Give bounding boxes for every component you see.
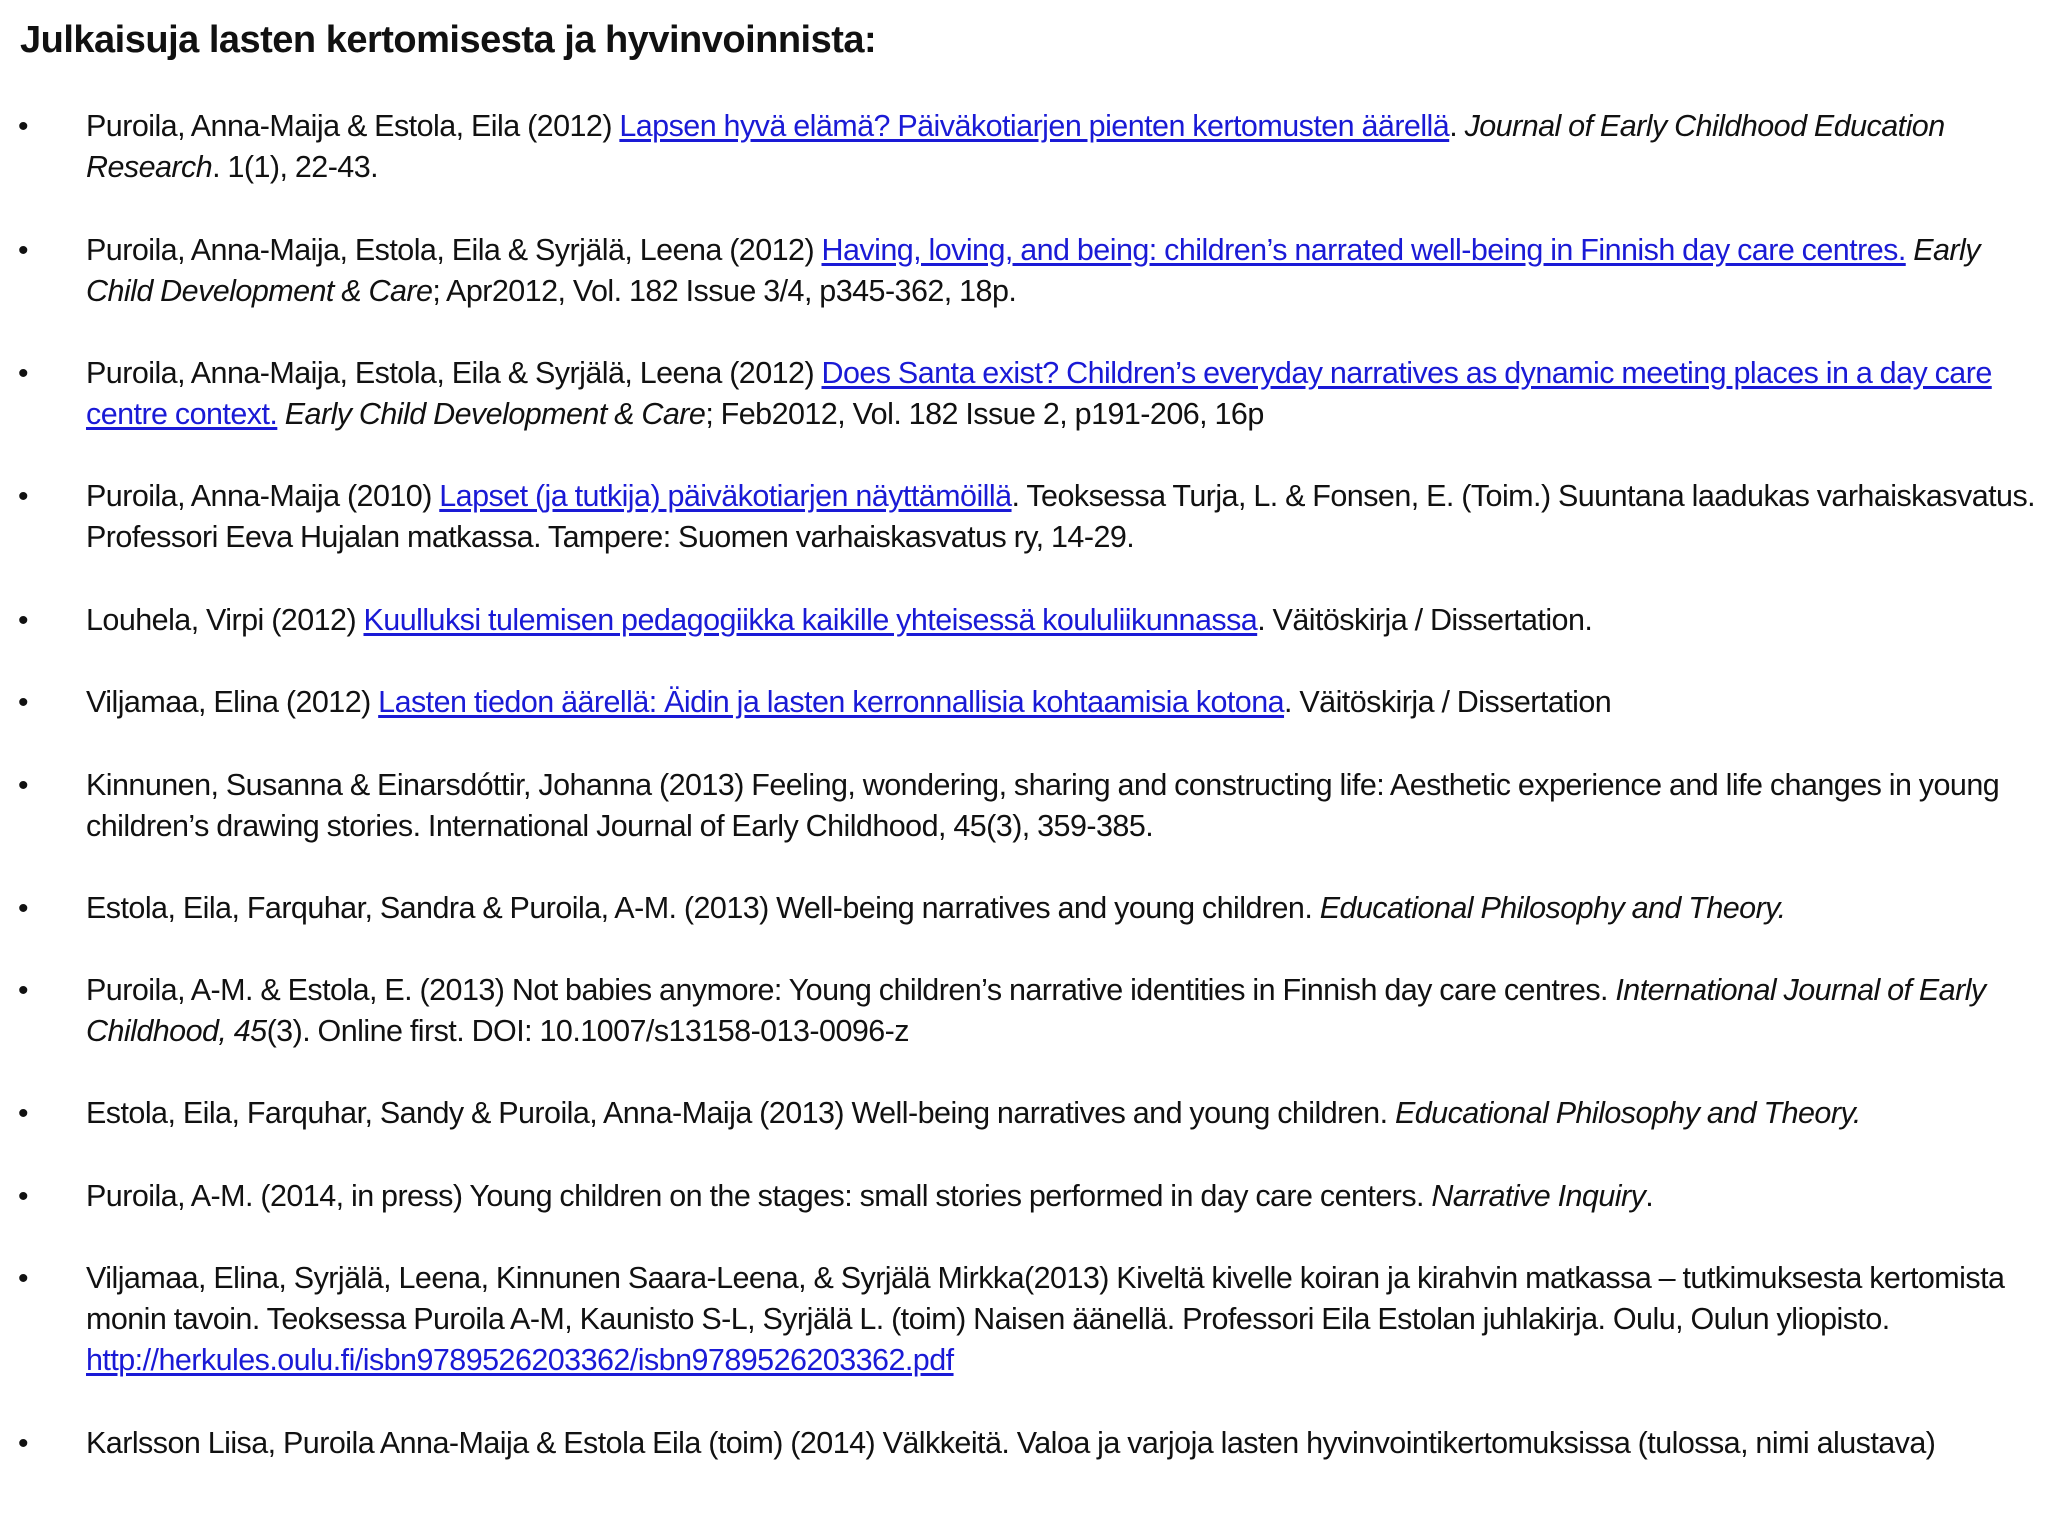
publication-source-title: Educational Philosophy and Theory.: [1394, 1096, 1861, 1130]
publication-text: ; Apr2012, Vol. 182 Issue 3/4, p345-362, 18p.: [432, 274, 1017, 308]
publication-text: . 1(1), 22-43.: [212, 150, 379, 184]
publication-citation: [86, 1258, 2044, 1381]
bullet-icon: •: [18, 234, 29, 267]
bullet-icon: •: [18, 892, 29, 925]
publication-citation: [86, 600, 2044, 641]
publication-text: Louhela, Virpi (2012): [86, 603, 364, 637]
publication-text: .: [1449, 109, 1465, 143]
bullet-icon: •: [18, 604, 29, 637]
publication-text: . Teoksessa Turja, L. & Fonsen, E. (Toim.) Suuntana laadukas varhaiskasvatus. Professori Eeva Hujalan matkassa. Tampere: Suomen varhaiskasvatus ry, 14-29.: [86, 479, 2036, 554]
bullet-icon: •: [18, 1262, 29, 1295]
bullet-icon: •: [18, 1097, 29, 1130]
publication-text: (3). Online first. DOI: 10.1007/s13158-013-0096-z: [266, 1014, 909, 1048]
publication-citation: [86, 476, 2044, 558]
publication-text: .: [1645, 1179, 1654, 1213]
publication-source-title: Early Child Development & Care: [284, 397, 706, 431]
publication-citation: [86, 888, 2044, 929]
bullet-icon: •: [18, 110, 29, 143]
publication-text: Estola, Eila, Farquhar, Sandra & Puroila, A-M. (2013) Well-being narratives and young children.: [86, 891, 1320, 925]
page-title: Julkaisuja lasten kertomisesta ja hyvinvoinnista:: [20, 19, 877, 61]
bullet-icon: •: [18, 1180, 29, 1213]
publication-source-title: International Journal of Early Childhood, 45: [86, 973, 1986, 1048]
publication-citation: [86, 353, 2044, 435]
publication-citation: [86, 106, 2044, 188]
publication-citation: [86, 682, 2044, 723]
publication-text: . Väitöskirja / Dissertation: [1284, 685, 1612, 719]
publication-source-title: Narrative Inquiry: [1431, 1179, 1646, 1213]
publication-text: [277, 397, 284, 431]
publication-source-title: Journal of Early Childhood Education Research: [86, 109, 1945, 184]
publication-link[interactable]: Kuulluksi tulemisen pedagogiikka kaikille yhteisessä koululiikunnassa: [363, 603, 1258, 637]
publication-citation: [86, 1423, 2044, 1464]
publication-text: Puroila, Anna-Maija (2010): [86, 479, 440, 513]
publication-source-title: Early Child Development & Care: [86, 233, 1980, 308]
publication-text: Puroila, Anna-Maija, Estola, Eila & Syrjälä, Leena (2012): [86, 233, 822, 267]
bullet-icon: •: [18, 1427, 29, 1460]
publication-text: Viljamaa, Elina (2012): [86, 685, 379, 719]
publication-citation: [86, 970, 2044, 1052]
publication-text: ; Feb2012, Vol. 182 Issue 2, p191-206, 16p: [705, 397, 1264, 431]
publication-citation: [86, 1176, 2044, 1217]
bullet-icon: •: [18, 357, 29, 390]
publication-link[interactable]: Does Santa exist? Children’s everyday narratives as dynamic meeting places in a day care centre context.: [86, 356, 1992, 431]
publication-text: Puroila, A-M. (2014, in press) Young children on the stages: small stories performed in day care centers.: [86, 1179, 1432, 1213]
bullet-icon: •: [18, 769, 29, 802]
bullet-icon: •: [18, 686, 29, 719]
publication-text: Viljamaa, Elina, Syrjälä, Leena, Kinnunen Saara-Leena, & Syrjälä Mirkka(2013) Kiveltä kivelle koiran ja kirahvin matkassa – tutkimuksesta kertomista monin tavoin. Teoksessa Puroila A-M, Kaunisto S-L, Syrjälä L. (toim) Naisen äänellä. Professori Eila Estolan juhlakirja. Oulu, Oulun yliopisto.: [86, 1261, 2005, 1336]
publication-link[interactable]: Lapset (ja tutkija) päiväkotiarjen näyttämöillä: [439, 479, 1012, 513]
publication-text: . Väitöskirja / Dissertation.: [1257, 603, 1593, 637]
publication-link[interactable]: Lasten tiedon äärellä: Äidin ja lasten kerronnallisia kohtaamisia kotona: [378, 685, 1285, 719]
publication-citation: [86, 765, 2044, 847]
publication-citation: [86, 230, 2044, 312]
publication-link[interactable]: http://herkules.oulu.fi/isbn9789526203362/isbn9789526203362.pdf: [86, 1343, 954, 1377]
publication-text: Estola, Eila, Farquhar, Sandy & Puroila, Anna-Maija (2013) Well-being narratives and young children.: [86, 1096, 1395, 1130]
publication-link[interactable]: Lapsen hyvä elämä? Päiväkotiarjen pienten kertomusten äärellä: [619, 109, 1450, 143]
bullet-icon: •: [18, 974, 29, 1007]
publication-link[interactable]: Having, loving, and being: children’s narrated well-being in Finnish day care centres.: [821, 233, 1906, 267]
publication-text: Puroila, Anna-Maija & Estola, Eila (2012): [86, 109, 620, 143]
bullet-icon: •: [18, 480, 29, 513]
publication-text: Karlsson Liisa, Puroila Anna-Maija & Estola Eila (toim) (2014) Välkkeitä. Valoa ja varjoja lasten hyvinvointikertomuksissa (tulossa, nimi alustava): [86, 1426, 1936, 1460]
publication-text: Puroila, Anna-Maija, Estola, Eila & Syrjälä, Leena (2012): [86, 356, 822, 390]
publication-source-title: Educational Philosophy and Theory.: [1319, 891, 1786, 925]
publication-text: Puroila, A-M. & Estola, E. (2013) Not babies anymore: Young children’s narrative identities in Finnish day care centres.: [86, 973, 1616, 1007]
publication-text: Kinnunen, Susanna & Einarsdóttir, Johanna (2013) Feeling, wondering, sharing and constructing life: Aesthetic experience and life changes in young children’s drawing stories. International Journal of Early Childhood, 45(3), 359-385.: [86, 768, 2000, 843]
publication-citation: [86, 1093, 2044, 1134]
